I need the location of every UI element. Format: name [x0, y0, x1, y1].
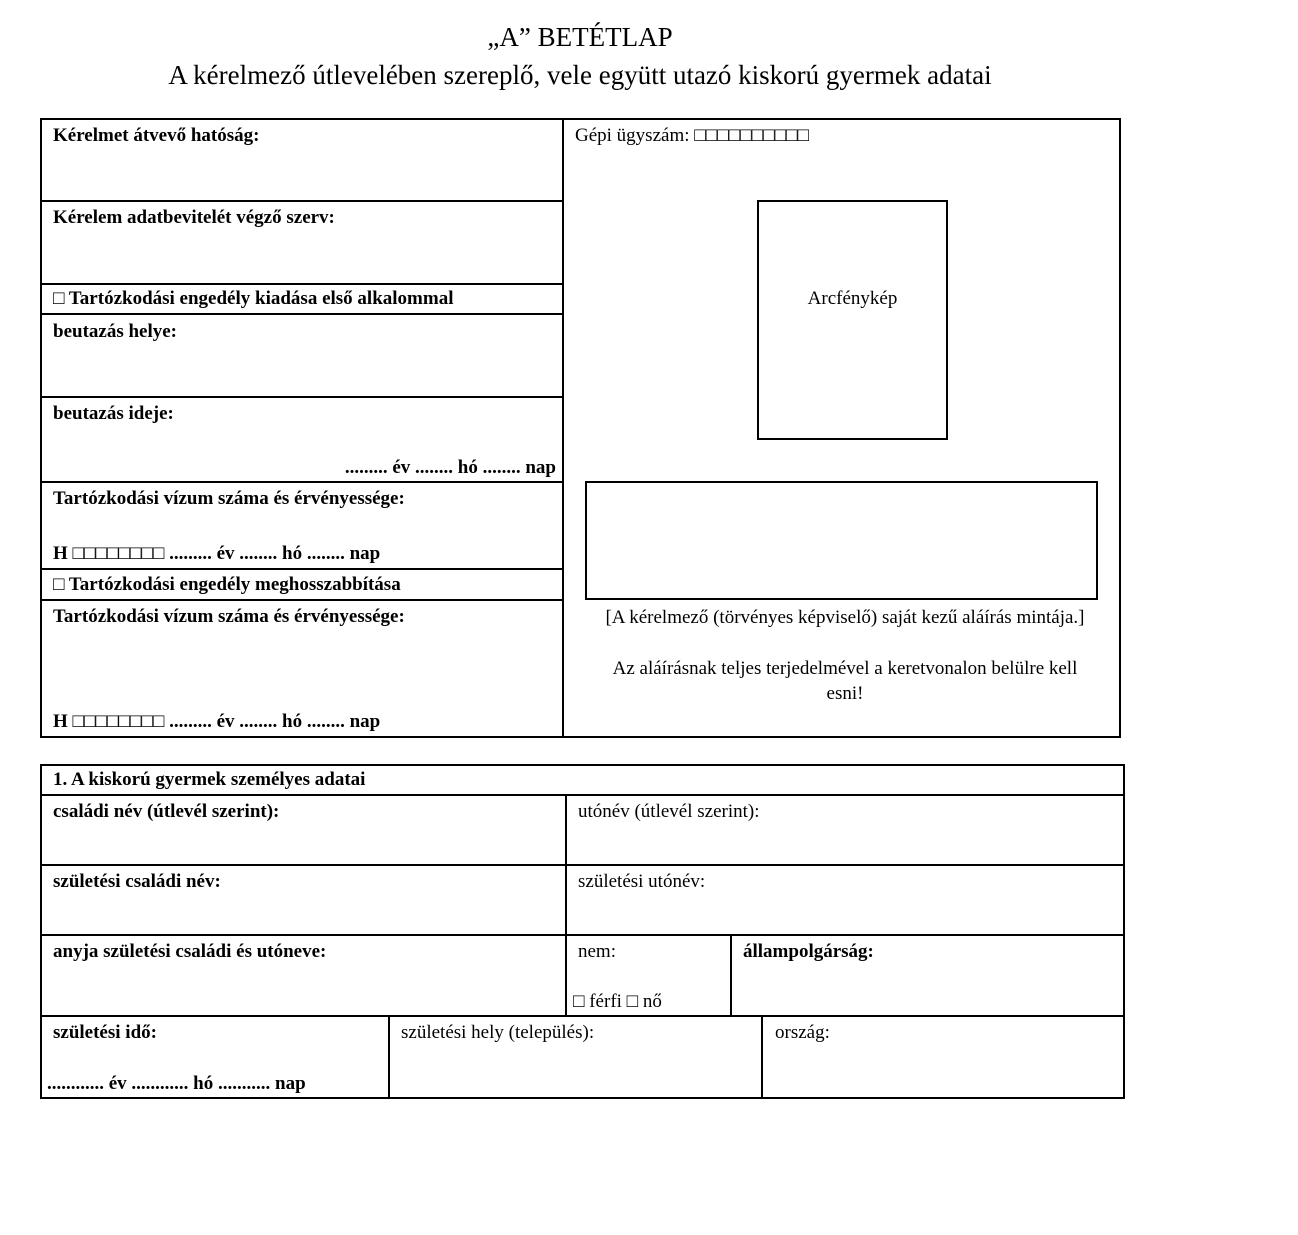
- extension-checkbox[interactable]: □ Tartózkodási engedély meghosszabbítása: [53, 574, 401, 595]
- entry-date-line[interactable]: ......... év ........ hó ........ nap: [344, 457, 556, 478]
- personal-divider-4: [761, 1015, 763, 1099]
- visa-number-field-1[interactable]: H □□□□□□□□ ......... év ........ hó ........ nap: [53, 543, 381, 564]
- personal-divider-3: [388, 1015, 390, 1099]
- entry-time-field[interactable]: beutazás ideje:: [53, 403, 174, 424]
- personal-divider-1: [565, 794, 567, 1016]
- top-rule-1: [40, 200, 563, 202]
- visa-label-2: Tartózkodási vízum száma és érvényessége:: [53, 606, 405, 627]
- personal-rule-2: [40, 864, 1125, 866]
- family-name-field[interactable]: családi név (útlevél szerint):: [53, 801, 280, 822]
- signature-box[interactable]: [585, 481, 1098, 600]
- birth-date-line[interactable]: ............ év ............ hó ........... nap: [47, 1073, 306, 1094]
- top-rule-5: [40, 481, 563, 483]
- signature-note-2: Az aláírásnak teljes terjedelmével a keretvonalon belülre kell esni!: [612, 658, 1078, 704]
- top-rule-6: [40, 568, 563, 570]
- top-section-divider: [562, 118, 564, 738]
- personal-rule-3: [40, 934, 1125, 936]
- mother-name-field[interactable]: anyja születési családi és utóneve:: [53, 941, 327, 962]
- birth-date-label: születési idő:: [53, 1022, 157, 1043]
- first-permit-checkbox[interactable]: □ Tartózkodási engedély kiadása első alkalommal: [53, 288, 454, 309]
- personal-divider-2: [730, 934, 732, 1016]
- data-entry-field[interactable]: Kérelem adatbevitelét végző szerv:: [53, 207, 335, 228]
- sex-options[interactable]: □ férfi □ nő: [573, 991, 662, 1012]
- photo-box[interactable]: [757, 200, 948, 440]
- form-subtitle: A kérelmező útlevelében szereplő, vele együtt utazó kiskorú gyermek adatai: [168, 60, 992, 90]
- personal-heading: 1. A kiskorú gyermek személyes adatai: [53, 769, 366, 790]
- country-field[interactable]: ország:: [775, 1022, 830, 1043]
- entry-place-field[interactable]: beutazás helye:: [53, 321, 178, 342]
- personal-rule-4: [40, 1015, 1125, 1017]
- top-rule-7: [40, 599, 563, 601]
- given-name-field[interactable]: utónév (útlevél szerint):: [578, 801, 760, 822]
- birth-family-name-field[interactable]: születési családi név:: [53, 871, 221, 892]
- top-rule-4: [40, 396, 563, 398]
- personal-rule-1: [40, 794, 1125, 796]
- signature-note-1: [A kérelmező (törvényes képviselő) saját kezű aláírás mintája.]: [605, 607, 1085, 628]
- citizenship-field[interactable]: állampolgárság:: [743, 941, 874, 962]
- form-title: „A” BETÉTLAP: [487, 22, 673, 52]
- sex-label: nem:: [578, 941, 616, 962]
- top-rule-2: [40, 283, 563, 285]
- authority-field[interactable]: Kérelmet átvevő hatóság:: [53, 125, 260, 146]
- top-rule-3: [40, 313, 563, 315]
- photo-label: Arcfénykép: [807, 288, 898, 309]
- case-number-field[interactable]: Gépi ügyszám: □□□□□□□□□□: [575, 125, 810, 146]
- birth-place-field[interactable]: születési hely (település):: [401, 1022, 595, 1043]
- birth-given-name-field[interactable]: születési utónév:: [578, 871, 706, 892]
- visa-label-1: Tartózkodási vízum száma és érvényessége:: [53, 488, 405, 509]
- visa-number-field-2[interactable]: H □□□□□□□□ ......... év ........ hó ........ nap: [53, 711, 381, 732]
